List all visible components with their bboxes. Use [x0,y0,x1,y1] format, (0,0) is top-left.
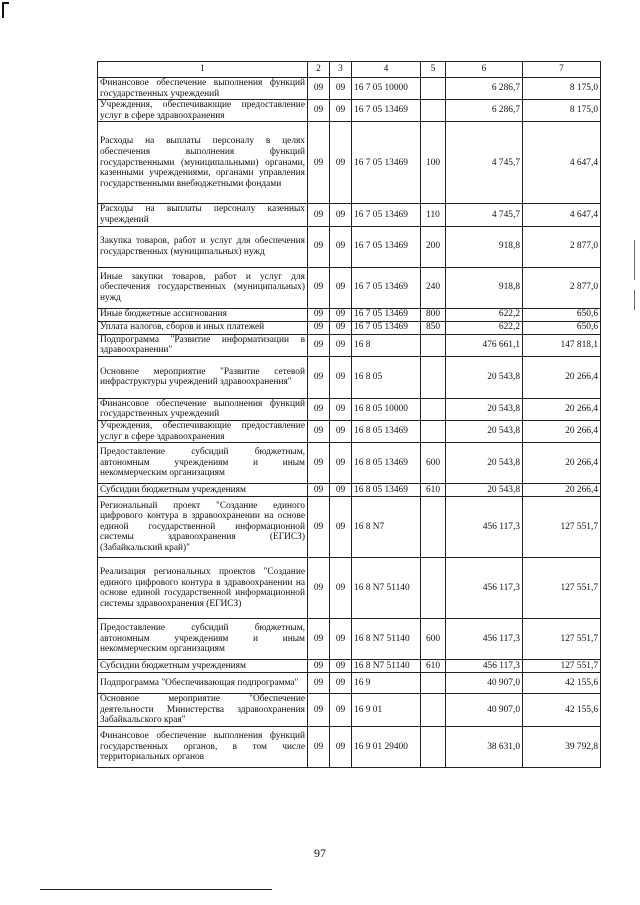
row-name: Закупка товаров, работ и услуг для обеспечения государственных (муниципальных) нужд [98,226,308,267]
row-target-article: 16 7 05 13469 [352,308,421,321]
row-section: 09 [308,660,330,673]
row-subsection: 09 [330,660,352,673]
row-value-col6: 20 543,8 [446,443,523,484]
row-value-col7: 4 647,4 [523,122,601,204]
row-expense-type: 100 [421,122,446,204]
row-section: 09 [308,420,330,442]
row-value-col7: 20 266,4 [523,398,601,420]
footnote-separator [40,889,272,890]
row-value-col7: 147 818,1 [523,334,601,356]
row-target-article: 16 7 05 10000 [352,78,421,100]
scan-edge-mark [634,290,635,310]
header-cell: 4 [352,62,421,78]
row-name: Финансовое обеспечение выполнения функций государственных учреждений [98,398,308,420]
row-expense-type [421,558,446,619]
row-value-col7: 20 266,4 [523,484,601,497]
row-section: 09 [308,204,330,226]
row-expense-type [421,694,446,727]
row-target-article: 16 8 05 13469 [352,420,421,442]
row-target-article: 16 8 N7 51140 [352,660,421,673]
table-row [98,100,601,122]
row-target-article: 16 8 05 13469 [352,443,421,484]
row-subsection: 09 [330,78,352,100]
row-target-article: 16 9 01 [352,694,421,727]
row-subsection: 09 [330,726,352,767]
row-section: 09 [308,122,330,204]
header-cell: 3 [330,62,352,78]
row-subsection: 09 [330,267,352,308]
row-target-article: 16 7 05 13469 [352,321,421,334]
scan-corner-mark [2,2,9,18]
table-row [98,78,601,100]
row-target-article: 16 8 05 [352,356,421,398]
row-subsection: 09 [330,484,352,497]
table-row [98,660,601,673]
row-section: 09 [308,619,330,660]
row-value-col6: 38 631,0 [446,726,523,767]
row-subsection: 09 [330,356,352,398]
row-expense-type [421,726,446,767]
row-name: Региональный проект "Создание единого цифрового контура в здравоохранении на основе единой государственной информационной системы здравоохранения (ЕГИСЗ) (Забайкальский край)" [98,497,308,558]
row-subsection: 09 [330,204,352,226]
row-name: Учреждения, обеспечивающие предоставление услуг в сфере здравоохранения [98,100,308,122]
row-value-col7: 2 877,0 [523,267,601,308]
row-name: Предоставление субсидий бюджетным, автономным учреждениям и иным некоммерческим организациям [98,619,308,660]
row-value-col7: 20 266,4 [523,443,601,484]
row-section: 09 [308,78,330,100]
table-row [98,226,601,267]
row-expense-type: 600 [421,619,446,660]
row-section: 09 [308,267,330,308]
table-body [98,78,601,768]
row-section: 09 [308,308,330,321]
row-value-col6: 20 543,8 [446,398,523,420]
row-value-col6: 456 117,3 [446,497,523,558]
row-section: 09 [308,726,330,767]
table-row [98,726,601,767]
row-subsection: 09 [330,558,352,619]
row-name: Иные бюджетные ассигнования [98,308,308,321]
table-header-row [98,62,601,78]
row-section: 09 [308,398,330,420]
row-section: 09 [308,334,330,356]
row-target-article: 16 7 05 13469 [352,267,421,308]
table-row [98,308,601,321]
row-name: Основное мероприятие "Обеспечение деятельности Министерства здравоохранения Забайкальского края" [98,694,308,727]
table-row [98,398,601,420]
table-row [98,420,601,442]
table-row [98,443,601,484]
row-expense-type: 610 [421,484,446,497]
row-value-col7: 20 266,4 [523,420,601,442]
row-section: 09 [308,497,330,558]
row-value-col6: 918,8 [446,226,523,267]
row-value-col6: 456 117,3 [446,660,523,673]
row-value-col6: 476 661,1 [446,334,523,356]
row-subsection: 09 [330,308,352,321]
row-value-col7: 4 647,4 [523,204,601,226]
row-subsection: 09 [330,443,352,484]
row-target-article: 16 8 N7 51140 [352,558,421,619]
row-value-col6: 40 907,0 [446,673,523,694]
row-subsection: 09 [330,334,352,356]
row-target-article: 16 9 01 29400 [352,726,421,767]
row-value-col7: 42 155,6 [523,673,601,694]
table-row [98,204,601,226]
row-expense-type [421,673,446,694]
table-row [98,673,601,694]
row-value-col6: 4 745,7 [446,204,523,226]
budget-table [97,61,601,768]
row-expense-type: 800 [421,308,446,321]
row-section: 09 [308,673,330,694]
row-target-article: 16 7 05 13469 [352,204,421,226]
row-target-article: 16 7 05 13469 [352,100,421,122]
row-subsection: 09 [330,694,352,727]
row-value-col6: 456 117,3 [446,619,523,660]
row-subsection: 09 [330,420,352,442]
row-name: Расходы на выплаты персоналу в целях обеспечения выполнения функций государственными (муниципальными) органами, казенными учреждениями, органами управления государственными внебюджетными фондами [98,122,308,204]
row-expense-type [421,497,446,558]
row-name: Подпрограмма "Развитие информатизации в здравоохранении" [98,334,308,356]
table-row [98,497,601,558]
row-expense-type [421,78,446,100]
row-value-col7: 127 551,7 [523,660,601,673]
row-subsection: 09 [330,321,352,334]
row-value-col6: 918,8 [446,267,523,308]
row-section: 09 [308,356,330,398]
row-name: Основное мероприятие "Развитие сетевой инфраструктуры учреждений здравоохранения" [98,356,308,398]
row-subsection: 09 [330,226,352,267]
row-value-col7: 2 877,0 [523,226,601,267]
row-name: Субсидии бюджетным учреждениям [98,660,308,673]
row-subsection: 09 [330,673,352,694]
row-value-col6: 622,2 [446,321,523,334]
row-expense-type [421,100,446,122]
page-number: 97 [314,846,326,860]
row-value-col6: 20 543,8 [446,484,523,497]
header-cell: 7 [523,62,601,78]
row-value-col7: 127 551,7 [523,619,601,660]
table-row [98,694,601,727]
header-cell: 2 [308,62,330,78]
row-value-col7: 650,6 [523,321,601,334]
row-section: 09 [308,226,330,267]
row-expense-type: 610 [421,660,446,673]
scan-edge-mark [634,240,635,280]
row-section: 09 [308,100,330,122]
row-expense-type: 600 [421,443,446,484]
row-name: Учреждения, обеспечивающие предоставление услуг в сфере здравоохранения [98,420,308,442]
row-value-col7: 127 551,7 [523,558,601,619]
table-row [98,356,601,398]
row-target-article: 16 8 N7 51140 [352,619,421,660]
row-target-article: 16 8 N7 [352,497,421,558]
row-section: 09 [308,484,330,497]
row-value-col6: 20 543,8 [446,420,523,442]
row-expense-type: 240 [421,267,446,308]
row-target-article: 16 7 05 13469 [352,226,421,267]
row-expense-type: 200 [421,226,446,267]
row-value-col6: 6 286,7 [446,78,523,100]
row-name: Иные закупки товаров, работ и услуг для обеспечения государственных (муниципальных) нужд [98,267,308,308]
table-row [98,619,601,660]
row-section: 09 [308,321,330,334]
row-value-col7: 39 792,8 [523,726,601,767]
row-target-article: 16 9 [352,673,421,694]
row-value-col6: 4 745,7 [446,122,523,204]
row-value-col7: 42 155,6 [523,694,601,727]
row-section: 09 [308,558,330,619]
table-row [98,321,601,334]
table-row [98,484,601,497]
row-expense-type: 110 [421,204,446,226]
row-value-col7: 8 175,0 [523,100,601,122]
row-subsection: 09 [330,122,352,204]
header-cell: 1 [98,62,308,78]
table-row [98,122,601,204]
row-section: 09 [308,694,330,727]
row-expense-type [421,398,446,420]
row-subsection: 09 [330,619,352,660]
row-expense-type: 850 [421,321,446,334]
row-name: Финансовое обеспечение выполнения функций государственных учреждений [98,78,308,100]
table-row [98,267,601,308]
header-cell: 5 [421,62,446,78]
row-value-col7: 127 551,7 [523,497,601,558]
row-target-article: 16 8 05 10000 [352,398,421,420]
row-subsection: 09 [330,398,352,420]
row-value-col6: 622,2 [446,308,523,321]
row-expense-type [421,420,446,442]
row-name: Предоставление субсидий бюджетным, автономным учреждениям и иным некоммерческим организациям [98,443,308,484]
table-row [98,334,601,356]
row-name: Расходы на выплаты персоналу казенных учреждений [98,204,308,226]
table-row [98,558,601,619]
row-expense-type [421,356,446,398]
row-value-col6: 6 286,7 [446,100,523,122]
row-value-col7: 20 266,4 [523,356,601,398]
row-subsection: 09 [330,100,352,122]
row-target-article: 16 8 [352,334,421,356]
row-subsection: 09 [330,497,352,558]
row-name: Субсидии бюджетным учреждениям [98,484,308,497]
row-value-col6: 20 543,8 [446,356,523,398]
row-target-article: 16 8 05 13469 [352,484,421,497]
row-value-col6: 40 907,0 [446,694,523,727]
row-expense-type [421,334,446,356]
row-value-col7: 650,6 [523,308,601,321]
row-name: Реализация региональных проектов "Создание единого цифрового контура в здравоохранении на основе единой государственной информационной системы здравоохранения (ЕГИСЗ) [98,558,308,619]
row-value-col6: 456 117,3 [446,558,523,619]
row-name: Уплата налогов, сборов и иных платежей [98,321,308,334]
row-value-col7: 8 175,0 [523,78,601,100]
row-name: Финансовое обеспечение выполнения функций государственных органов, в том числе территориальных органов [98,726,308,767]
row-name: Подпрограмма "Обеспечивающая подпрограмма" [98,673,308,694]
row-section: 09 [308,443,330,484]
header-cell: 6 [446,62,523,78]
row-target-article: 16 7 05 13469 [352,122,421,204]
